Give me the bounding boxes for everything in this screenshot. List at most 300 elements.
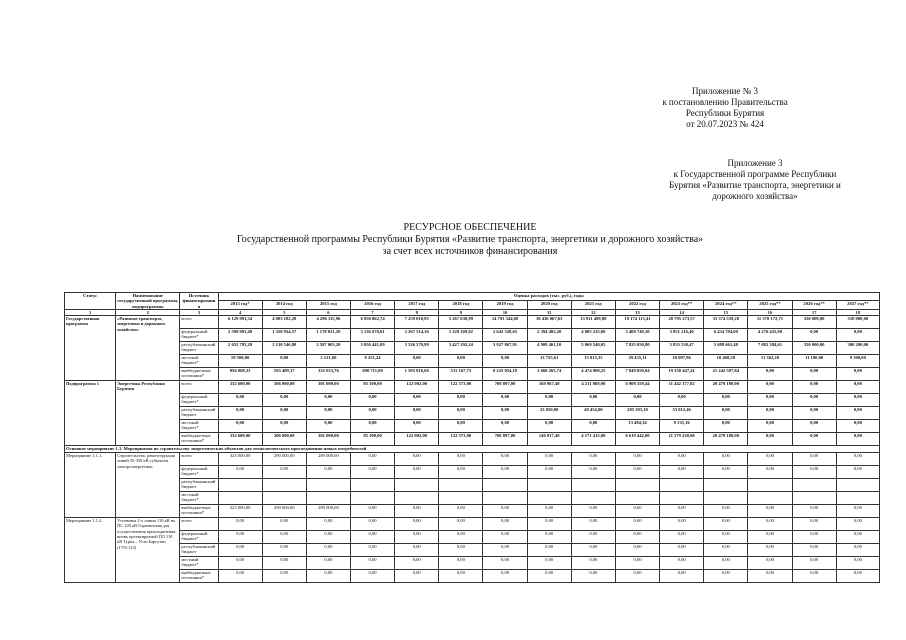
value-cell: 8 225 054,18: [483, 368, 527, 381]
value-cell: 0,00: [571, 570, 615, 583]
value-cell: 0,00: [483, 544, 527, 557]
table-row: [65, 453, 880, 466]
value-cell: 0,00: [306, 394, 350, 407]
value-cell: 0,00: [792, 518, 836, 531]
value-cell: 0,00: [748, 531, 792, 544]
header-year: 2021 год: [571, 301, 615, 309]
value-cell: 3 056 441,09: [350, 342, 394, 355]
value-cell: 0,00: [660, 557, 704, 570]
row-status: Мероприятие 1.1.2.: [65, 518, 116, 583]
header-year: 2022 год: [615, 301, 659, 309]
value-cell: 0,00: [350, 453, 394, 466]
table-row: [65, 433, 880, 446]
value-cell: 0,00: [792, 394, 836, 407]
column-number: 2: [116, 309, 180, 315]
value-cell: 0,00: [792, 407, 836, 420]
row-funding-source: федеральный бюджет*: [180, 466, 218, 479]
value-cell: 0,00: [483, 420, 527, 433]
value-cell: 0,00: [660, 453, 704, 466]
value-cell: 0,00: [704, 557, 748, 570]
value-cell: 0,00: [306, 466, 350, 479]
value-cell: 2 121,60: [306, 355, 350, 368]
value-cell: 10 468,20: [704, 355, 748, 368]
value-cell: 0,00: [615, 518, 659, 531]
value-cell: 4 005 225,60: [571, 329, 615, 342]
value-cell: 0,00: [704, 544, 748, 557]
value-cell: 511 167,73: [439, 368, 483, 381]
value-cell: 690 711,00: [350, 368, 394, 381]
value-cell: 40 454,00: [571, 407, 615, 420]
row-status: Государственная программа: [65, 316, 116, 381]
value-cell: 0,00: [792, 329, 836, 342]
value-cell: 0,00: [350, 518, 394, 531]
value-cell: 0,00: [262, 570, 306, 583]
value-cell: [527, 492, 571, 505]
value-cell: 0,00: [792, 420, 836, 433]
header-year: 2024 год**: [704, 301, 748, 309]
table-row: [65, 466, 880, 479]
value-cell: 4 909 461,10: [527, 342, 571, 355]
value-cell: 0,00: [527, 453, 571, 466]
value-cell: 332 600,00: [218, 433, 262, 446]
value-cell: [615, 479, 659, 492]
value-cell: 0,00: [439, 466, 483, 479]
value-cell: 0,00: [748, 518, 792, 531]
value-cell: 0,00: [350, 557, 394, 570]
value-cell: 6 129 991,34: [218, 316, 262, 329]
value-cell: 0,00: [395, 544, 439, 557]
value-cell: 323 000,00: [218, 505, 262, 518]
value-cell: 0,00: [350, 420, 394, 433]
value-cell: 0,00: [836, 329, 879, 342]
header-source: Источник финансирования: [180, 293, 218, 310]
value-cell: 0,00: [395, 453, 439, 466]
value-cell: 0,00: [615, 531, 659, 544]
value-cell: 700 897,00: [483, 433, 527, 446]
row-funding-source: всего: [180, 381, 218, 394]
value-cell: 0,00: [395, 531, 439, 544]
value-cell: 5 688 661,48: [704, 342, 748, 355]
value-cell: 0,00: [615, 394, 659, 407]
value-cell: [660, 479, 704, 492]
column-number: 12: [571, 309, 615, 315]
value-cell: 0,00: [836, 466, 879, 479]
value-cell: 0,00: [527, 420, 571, 433]
column-number: 4: [218, 309, 262, 315]
value-cell: 4 296 115,96: [306, 316, 350, 329]
value-cell: 13 494,34: [615, 420, 659, 433]
value-cell: 332 600,00: [218, 381, 262, 394]
header-year: 2025 год**: [748, 301, 792, 309]
annex2-line4: дорожного хозяйства»: [712, 191, 798, 201]
value-cell: 0,00: [306, 557, 350, 570]
value-cell: 0,00: [350, 505, 394, 518]
value-cell: 295 393,10: [615, 407, 659, 420]
value-cell: 0,00: [527, 544, 571, 557]
value-cell: 856 068,33: [218, 368, 262, 381]
value-cell: 0,00: [836, 420, 879, 433]
value-cell: 0,00: [704, 466, 748, 479]
annex1-line2: к постановлению Правительства: [662, 97, 788, 107]
row-funding-source: федеральный бюджет*: [180, 394, 218, 407]
value-cell: 0,00: [704, 407, 748, 420]
row-funding-source: местный бюджет*: [180, 557, 218, 570]
value-cell: 0,00: [748, 433, 792, 446]
value-cell: 0,00: [218, 557, 262, 570]
column-number: 13: [615, 309, 659, 315]
value-cell: 4 083 182,28: [262, 316, 306, 329]
value-cell: 8 251,24: [350, 355, 394, 368]
value-cell: 3 136 070,01: [350, 329, 394, 342]
value-cell: 0,00: [792, 544, 836, 557]
value-cell: 2 394 482,20: [527, 329, 571, 342]
value-cell: 0,00: [395, 420, 439, 433]
value-cell: 0,00: [660, 394, 704, 407]
value-cell: 0,00: [615, 453, 659, 466]
value-cell: [615, 492, 659, 505]
value-cell: 11 370 172,71: [748, 316, 792, 329]
column-number: 10: [483, 309, 527, 315]
value-cell: 11 362,20: [748, 355, 792, 368]
value-cell: 0,00: [792, 453, 836, 466]
header-year: 2027 год**: [836, 301, 879, 309]
value-cell: 0,00: [836, 570, 879, 583]
value-cell: 0,00: [615, 466, 659, 479]
row-funding-source: местный бюджет*: [180, 492, 218, 505]
value-cell: 0,00: [748, 453, 792, 466]
row-funding-source: внебюджетные источники*: [180, 505, 218, 518]
value-cell: 0,00: [527, 505, 571, 518]
table-row: [65, 329, 880, 342]
value-cell: 0,00: [350, 394, 394, 407]
table-row: [65, 479, 880, 492]
value-cell: 0,00: [218, 420, 262, 433]
value-cell: 0,00: [350, 466, 394, 479]
value-cell: 4 171 415,00: [571, 433, 615, 446]
value-cell: 7 082 384,61: [748, 342, 792, 355]
column-number: 11: [527, 309, 571, 315]
annex1-line4: от 20.07.2023 № 424: [686, 119, 764, 129]
value-cell: 0,00: [218, 407, 262, 420]
row-program-name: «Развитие транспорта, энергетики и дорожного хозяйства»: [116, 316, 180, 381]
value-cell: 2 598 093,40: [218, 329, 262, 342]
value-cell: 0,00: [704, 453, 748, 466]
row-funding-source: всего: [180, 453, 218, 466]
value-cell: 0,00: [262, 466, 306, 479]
header-year: 2016 год: [350, 301, 394, 309]
header-estimate: Оценка расходов (тыс. руб.), годы: [218, 293, 879, 301]
value-cell: 0,00: [748, 570, 792, 583]
table-row: [65, 381, 880, 394]
value-cell: 0,00: [483, 570, 527, 583]
value-cell: 122 002,00: [395, 381, 439, 394]
value-cell: [350, 479, 394, 492]
value-cell: 6 434 794,60: [704, 329, 748, 342]
value-cell: 0,00: [483, 518, 527, 531]
value-cell: 11 379 230,00: [660, 433, 704, 446]
value-cell: 290 000,00: [262, 505, 306, 518]
value-cell: 301 000,00: [306, 381, 350, 394]
resource-table-wrapper: [64, 292, 880, 583]
value-cell: 0,00: [571, 394, 615, 407]
value-cell: [704, 492, 748, 505]
value-cell: [483, 479, 527, 492]
value-cell: 15 013,35: [571, 355, 615, 368]
table-row: [65, 505, 880, 518]
value-cell: 0,00: [748, 394, 792, 407]
value-cell: 0,00: [571, 420, 615, 433]
value-cell: [792, 492, 836, 505]
value-cell: 0,00: [571, 466, 615, 479]
value-cell: [262, 479, 306, 492]
value-cell: 33 374 539,28: [704, 316, 748, 329]
row-funding-source: всего: [180, 518, 218, 531]
table-row: [65, 316, 880, 329]
value-cell: 0,00: [527, 394, 571, 407]
value-cell: 3 526 579,99: [395, 342, 439, 355]
row-funding-source: республиканский бюджет: [180, 544, 218, 557]
table-row: [65, 368, 880, 381]
value-cell: 0,00: [704, 420, 748, 433]
value-cell: [439, 492, 483, 505]
value-cell: 0,00: [748, 505, 792, 518]
value-cell: 0,00: [262, 557, 306, 570]
value-cell: 301 000,00: [306, 433, 350, 446]
annex1-line1: Приложение № 3: [692, 86, 758, 96]
value-cell: 28 795 273,57: [660, 316, 704, 329]
value-cell: 0,00: [483, 466, 527, 479]
value-cell: 700 897,00: [483, 381, 527, 394]
column-number: 14: [660, 309, 704, 315]
section-title-row: [65, 446, 880, 453]
value-cell: 0,00: [439, 570, 483, 583]
value-cell: 0,00: [748, 544, 792, 557]
value-cell: 0,00: [836, 394, 879, 407]
value-cell: 0,00: [836, 368, 879, 381]
value-cell: 6 619 442,00: [615, 433, 659, 446]
value-cell: 11 100,00: [792, 355, 836, 368]
header-status: Статус: [65, 293, 116, 310]
value-cell: 3 660 265,74: [527, 368, 571, 381]
value-cell: 0,00: [748, 466, 792, 479]
row-funding-source: местный бюджет*: [180, 355, 218, 368]
value-cell: 4 474 909,25: [571, 368, 615, 381]
row-funding-source: федеральный бюджет*: [180, 531, 218, 544]
value-cell: 0,00: [262, 544, 306, 557]
value-cell: 5 835 530,47: [660, 342, 704, 355]
value-cell: 0,00: [439, 355, 483, 368]
header-year: 2014 год: [262, 301, 306, 309]
table-row: [65, 420, 880, 433]
value-cell: 310 000,00: [836, 316, 879, 329]
value-cell: 0,00: [792, 557, 836, 570]
row-funding-source: республиканский бюджет: [180, 407, 218, 420]
value-cell: 0,00: [395, 557, 439, 570]
value-cell: 0,00: [836, 531, 879, 544]
table-row: [65, 342, 880, 355]
table-row: [65, 557, 880, 570]
column-number: 9: [439, 309, 483, 315]
value-cell: [748, 492, 792, 505]
value-cell: 0,00: [836, 407, 879, 420]
value-cell: 7 825 050,80: [615, 342, 659, 355]
value-cell: 0,00: [615, 505, 659, 518]
header-year: 2015 год: [306, 301, 350, 309]
column-number: 5: [262, 309, 306, 315]
value-cell: 0,00: [660, 518, 704, 531]
column-number: 3: [180, 309, 218, 315]
value-cell: 0,00: [792, 570, 836, 583]
value-cell: 2 642 328,65: [483, 329, 527, 342]
value-cell: 13 911 489,08: [571, 316, 615, 329]
value-cell: 2 587 003,20: [306, 342, 350, 355]
value-cell: 0,00: [439, 518, 483, 531]
value-cell: 350 000,00: [792, 342, 836, 355]
value-cell: [792, 479, 836, 492]
value-cell: 332 033,76: [306, 368, 350, 381]
value-cell: 0,00: [439, 505, 483, 518]
value-cell: 0,00: [792, 368, 836, 381]
value-cell: [704, 479, 748, 492]
table-row: [65, 570, 880, 583]
value-cell: 0,00: [350, 407, 394, 420]
value-cell: 122 573,00: [439, 433, 483, 446]
annex-decree-reference: [630, 86, 820, 130]
value-cell: 3 427 292,24: [439, 342, 483, 355]
table-row: [65, 355, 880, 368]
value-cell: 0,00: [262, 407, 306, 420]
value-cell: 5 267 638,99: [439, 316, 483, 329]
value-cell: 0,00: [262, 518, 306, 531]
annex-program-reference: [630, 158, 880, 202]
value-cell: 9 300,00: [836, 355, 879, 368]
value-cell: 0,00: [218, 544, 262, 557]
value-cell: 1 329 169,02: [439, 329, 483, 342]
value-cell: 0,00: [704, 505, 748, 518]
value-cell: 0,00: [748, 381, 792, 394]
value-cell: 0,00: [483, 407, 527, 420]
value-cell: 3 927 867,91: [483, 342, 527, 355]
value-cell: 0,00: [748, 557, 792, 570]
row-program-name: Энергетика Республики Бурятия: [116, 381, 180, 446]
value-cell: 0,00: [395, 518, 439, 531]
value-cell: 0,00: [792, 381, 836, 394]
header-year: 2018 год: [439, 301, 483, 309]
value-cell: 0,00: [836, 544, 879, 557]
value-cell: 2 130 546,80: [262, 342, 306, 355]
value-cell: 0,00: [660, 505, 704, 518]
value-cell: [395, 492, 439, 505]
value-cell: [218, 492, 262, 505]
value-cell: 0,00: [306, 570, 350, 583]
value-cell: [748, 479, 792, 492]
value-cell: 0,00: [660, 570, 704, 583]
value-cell: 0,00: [527, 518, 571, 531]
value-cell: 20 479 180,00: [704, 433, 748, 446]
table-body: [65, 316, 880, 583]
column-number: 6: [306, 309, 350, 315]
value-cell: 0,00: [439, 557, 483, 570]
value-cell: 0,00: [395, 505, 439, 518]
value-cell: 0,00: [483, 531, 527, 544]
value-cell: 85 100,00: [350, 381, 394, 394]
value-cell: 0,00: [395, 355, 439, 368]
value-cell: 0,00: [395, 407, 439, 420]
value-cell: 0,00: [350, 570, 394, 583]
value-cell: [527, 479, 571, 492]
value-cell: 0,00: [704, 570, 748, 583]
value-cell: 6 908 359,44: [615, 381, 659, 394]
value-cell: 0,00: [836, 433, 879, 446]
value-cell: 0,00: [350, 544, 394, 557]
value-cell: 0,00: [836, 557, 879, 570]
value-cell: [836, 492, 879, 505]
value-cell: 2 655 783,29: [218, 342, 262, 355]
value-cell: 19 174 113,41: [615, 316, 659, 329]
value-cell: 0,00: [483, 394, 527, 407]
value-cell: 306 000,00: [262, 433, 306, 446]
value-cell: 0,00: [704, 394, 748, 407]
value-cell: 0,00: [483, 453, 527, 466]
value-cell: 0,00: [571, 557, 615, 570]
value-cell: 0,00: [483, 505, 527, 518]
value-cell: [571, 479, 615, 492]
value-cell: 0,00: [350, 531, 394, 544]
value-cell: 0,00: [395, 466, 439, 479]
value-cell: 1 178 021,50: [306, 329, 350, 342]
annex2-line1: Приложение 3: [727, 158, 783, 168]
header-year: 2023 год**: [660, 301, 704, 309]
value-cell: 0,00: [306, 420, 350, 433]
column-number: 16: [748, 309, 792, 315]
value-cell: 0,00: [571, 453, 615, 466]
value-cell: [350, 492, 394, 505]
value-cell: 0,00: [439, 544, 483, 557]
value-cell: 0,00: [571, 544, 615, 557]
section-title: Основное мероприятие 1.1. Мероприятия по строительству энергетических объектов для технологического присоединения новых потребителей: [65, 446, 880, 453]
header-year: 2019 год: [483, 301, 527, 309]
value-cell: 4 211 869,00: [571, 381, 615, 394]
row-funding-source: внебюджетные источники*: [180, 433, 218, 446]
row-funding-source: внебюджетные источники*: [180, 570, 218, 583]
annex1-line3: Республики Бурятия: [685, 108, 765, 118]
value-cell: 0,00: [439, 453, 483, 466]
value-cell: 11 442 377,02: [660, 381, 704, 394]
value-cell: 0,00: [527, 570, 571, 583]
value-cell: 0,00: [395, 570, 439, 583]
value-cell: 169 967,40: [527, 381, 571, 394]
header-year: 2013 год*: [218, 301, 262, 309]
value-cell: 0,00: [218, 394, 262, 407]
value-cell: 0,00: [792, 505, 836, 518]
value-cell: 0,00: [395, 394, 439, 407]
value-cell: 0,00: [836, 381, 879, 394]
value-cell: 0,00: [306, 531, 350, 544]
value-cell: 0,00: [262, 394, 306, 407]
row-program-name: Установка 2-х линии 110 кВ на ПС 220 кВ Горячинская для осуществления присоединения вновь проектируемой ПЛ 110 кВ Турка – Усть-Баргузин (ГУБ-112): [116, 518, 180, 583]
value-cell: 10 097,86: [660, 355, 704, 368]
value-cell: 0,00: [306, 544, 350, 557]
value-cell: 0,00: [306, 518, 350, 531]
row-funding-source: внебюджетные источники*: [180, 368, 218, 381]
value-cell: [262, 492, 306, 505]
column-number: 1: [65, 309, 116, 315]
value-cell: 29 435,11: [615, 355, 659, 368]
value-cell: 290 000,00: [262, 453, 306, 466]
value-cell: 593 489,37: [262, 368, 306, 381]
value-cell: 0,00: [527, 557, 571, 570]
value-cell: 3 851 216,40: [660, 329, 704, 342]
